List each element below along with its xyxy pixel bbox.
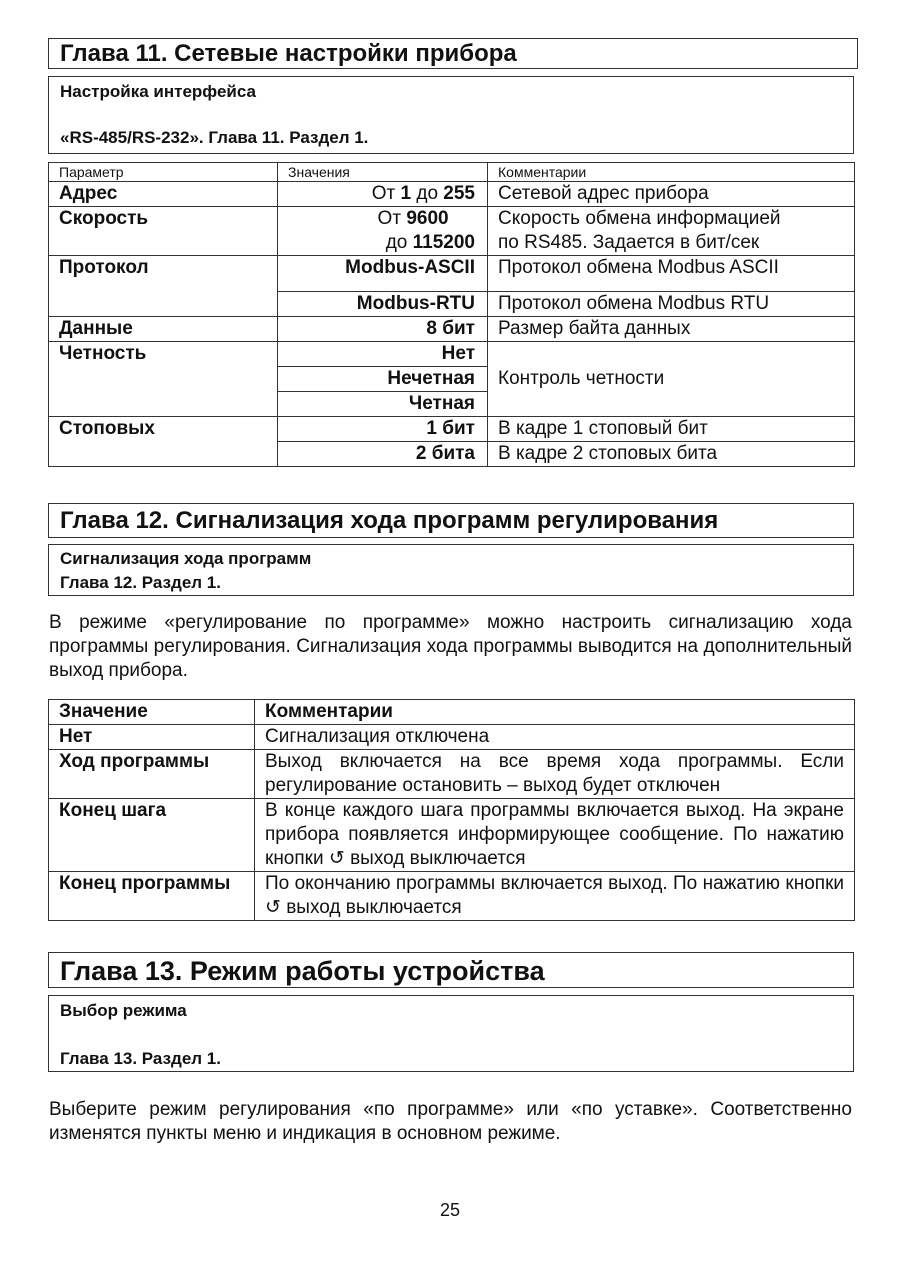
table-row	[49, 799, 855, 872]
chapter-13-title-text: Глава 13. Режим работы устройства	[60, 956, 545, 986]
table-row	[49, 342, 855, 367]
section-title: Выбор режима	[60, 1001, 187, 1020]
value-parity-none: Нет	[278, 342, 488, 367]
table-row	[49, 317, 855, 342]
row-comment: Выход включается на все время хода программы. Если регулирование остановить – выход будет отключен	[255, 750, 855, 799]
value-protocol-ascii: Modbus-ASCII	[278, 256, 488, 292]
section-reference: «RS-485/RS-232». Глава 11. Раздел 1.	[60, 128, 369, 147]
header-comments: Комментарии	[255, 700, 855, 725]
comment-protocol-rtu: Протокол обмена Modbus RTU	[488, 292, 855, 317]
chapter-13-title	[48, 952, 854, 988]
table-row	[49, 417, 855, 442]
param-address: Адрес	[49, 182, 278, 207]
chapter-12-title	[48, 503, 854, 538]
chapter-11-section-box	[48, 76, 854, 154]
comment-stop-1: В кадре 1 стоповый бит	[488, 417, 855, 442]
param-parity: Четность	[49, 342, 278, 417]
header-value: Значение	[49, 700, 255, 725]
page-number: 25	[439, 1200, 461, 1220]
value-address: От 1 до 255	[278, 182, 488, 207]
table-row	[49, 750, 855, 799]
value-speed: От 9600 до 115200	[278, 207, 488, 256]
table-row	[49, 207, 855, 256]
comment-speed: Скорость обмена информацией по RS485. Задается в бит/сек	[488, 207, 855, 256]
param-protocol: Протокол	[49, 256, 278, 317]
chapter-12-paragraph: В режиме «регулирование по программе» можно настроить сигнализацию хода программы регулирования. Сигнализация хода программы выводится на дополнительный выход прибора.	[49, 612, 852, 681]
value-protocol-rtu: Modbus-RTU	[278, 292, 488, 317]
row-comment: Сигнализация отключена	[255, 725, 855, 750]
header-param: Параметр	[49, 163, 278, 182]
section-reference: Глава 13. Раздел 1.	[60, 1049, 221, 1068]
value-parity-odd: Нечетная	[278, 367, 488, 392]
comment-parity: Контроль четности	[488, 342, 855, 417]
chapter-11-title-text: Глава 11. Сетевые настройки прибора	[60, 40, 517, 67]
param-stop-bits: Стоповых	[49, 417, 278, 467]
header-values: Значения	[278, 163, 488, 182]
table-header-row	[49, 700, 855, 725]
row-value: Ход программы	[49, 750, 255, 799]
row-value: Конец шага	[49, 799, 255, 872]
section-title: Сигнализация хода программ	[60, 549, 312, 568]
row-value: Конец программы	[49, 872, 255, 921]
section-title: Настройка интерфейса	[60, 82, 256, 101]
table-header-row	[49, 163, 855, 182]
chapter-12-section-box	[48, 544, 854, 596]
chapter-13-section-box	[48, 995, 854, 1072]
value-data: 8 бит	[278, 317, 488, 342]
row-value: Нет	[49, 725, 255, 750]
value-stop-2: 2 бита	[278, 442, 488, 467]
comment-stop-2: В кадре 2 стоповых бита	[488, 442, 855, 467]
table-row	[49, 182, 855, 207]
table-row	[49, 725, 855, 750]
chapter-12-title-text: Глава 12. Сигнализация хода программ регулирования	[60, 507, 719, 534]
row-comment: По окончанию программы включается выход. По нажатию кнопки ↺ выход выключается	[255, 872, 855, 921]
chapter-11-title	[48, 38, 858, 69]
section-reference: Глава 12. Раздел 1.	[60, 573, 221, 592]
signalling-table	[48, 699, 855, 921]
header-comments: Комментарии	[488, 163, 855, 182]
value-stop-1: 1 бит	[278, 417, 488, 442]
network-settings-table	[48, 162, 855, 467]
chapter-13-paragraph: Выберите режим регулирования «по программе» или «по уставке». Соответственно изменятся пункты меню и индикация в основном режиме.	[49, 1099, 852, 1144]
table-row	[49, 256, 855, 292]
row-comment: В конце каждого шага программы включается выход. На экране прибора появляется информирующее сообщение. По нажатию кнопки ↺ выход выключается	[255, 799, 855, 872]
param-data: Данные	[49, 317, 278, 342]
table-row	[49, 872, 855, 921]
value-parity-even: Четная	[278, 392, 488, 417]
comment-protocol-ascii: Протокол обмена Modbus ASCII	[488, 256, 855, 292]
comment-address: Сетевой адрес прибора	[488, 182, 855, 207]
param-speed: Скорость	[49, 207, 278, 256]
comment-data: Размер байта данных	[488, 317, 855, 342]
